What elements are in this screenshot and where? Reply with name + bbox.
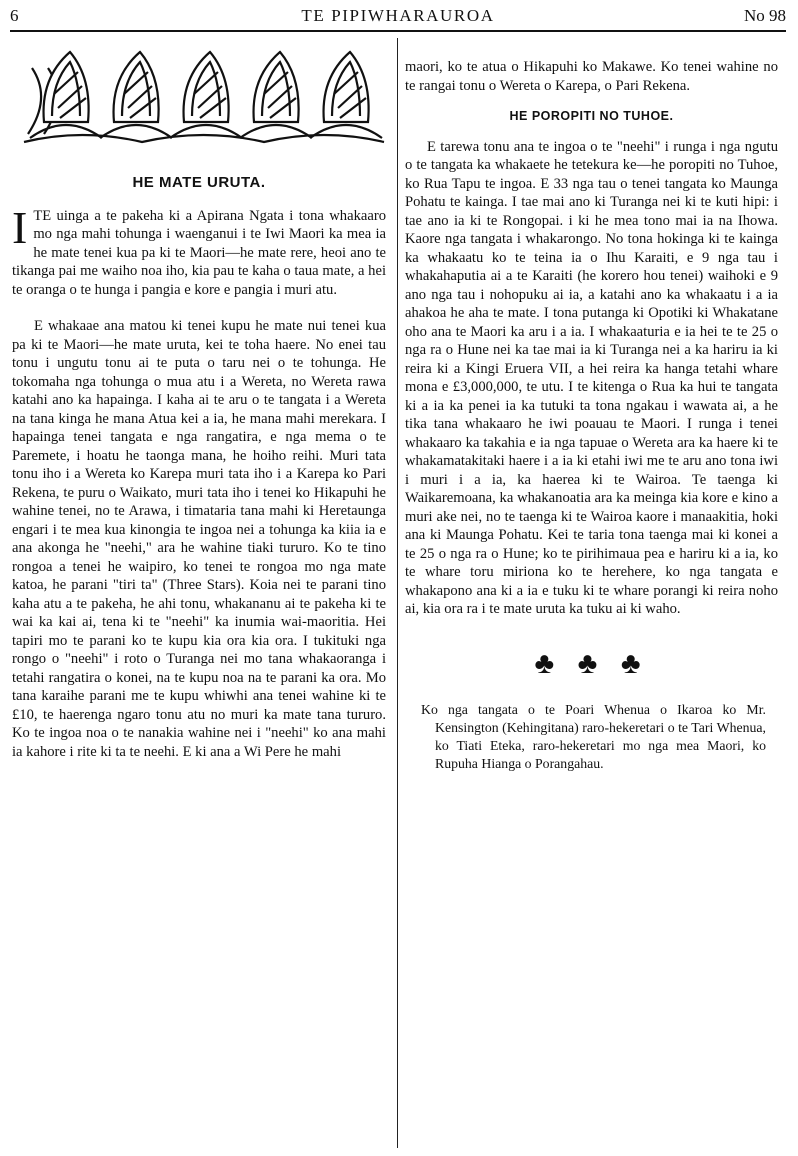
article-heading-he-mate-uruta: HE MATE URUTA.: [132, 174, 266, 191]
article-paragraph-2: E whakaae ana matou ki tenei kupu he mate nui tenei kua pa ki te Maori—he mate uruta, kei te toha haere. No enei tau tonu i ungutu tonu ai te puta o taru nei o te tohunga. He tokomaha nga tohunga o mua atu i a Wereta, no Wereta rawa katahi ano ka hapainga. I kaha ai te aru o te tangata i a Wereta na tana kinga he mana Atua kei a ia, he mana mahi merekara. I hapainga tenei tangata e nga rangatira, e nga mema o te Paremete, i hoatu he taonga mana, he hoiho reihi. Muri tata tonu iho i a Wereta ko Karepa muri tata iho i a Karepa ko Pari Rekena, te puru o Waikato, muri tata iho i tenei ko Hikapuhi he wahine tenei, no te Arawa, i timataria tana mahi ki Heretaunga engari i te mea kua kinongia te ingoa nei a tohunga ka kiia ia e ana akonga he "neehi," ara he wahine tiaki tururo. Ko te tino rongoa a tenei he waipiro, ko tenei te rongoa mo nga mate katoa, he parani "tiri ta" (Three Stars). Koia nei te parani tino kaha atu a te pakeha, he ahi tonu, whakananu ai te pakeha ki te wai ka kai ai, tena ki te "neehi" ka inumia wai-maoritia. Hei tapiri mo te parani ko te kupu kia ora kia ora. I tukituki nga rongo o "neehi" i roto o Turanga nei mo tana whakaoranga i tetahi rangatira o konei, na te kupu noa na te parani ka ora. Mo tana karaihe parani me te kupu whiwhi ana tenei wahine ki te £10, te haerenga ngaro tonu atu no muri ka mate tana tururo. Ko te ingoa noa o te nanakia wahine nei i "neehi" ko ana mahi ia kahore i rite ki ta te neehi. E ki ana a Wi Pere he mahi: [12, 318, 386, 760]
page-number: 6: [10, 6, 19, 25]
poropiti-article-body: E tarewa tonu ana te ingoa o te "neehi" i runga i nga ngutu o te tangata ka whakaete he tetekura ke—he poropiti no Tuhoe, ko Rua Tapu te ingoa. E 33 nga tau o tenei tangata ko Maunga Pohatu te kainga. I tae mai ano ki Turanga nei ki te kuti hipi: i tae ano ia ki te Rongopai. i ki he mea tono mai ia na Ihowa. Kaore nga tangata i whakarongo. No tona hokinga ki te kainga ka whakaatu ko te teina ia o Ihu Karaiti, e 9 nga tau i whakahaputia ai a te Karaiti (he korero hou tenei) waihoki e 9 ano nga tau i nohopuku ai ia, a katahi ano ka whakaatu i a ia ahakoa he aha te mate. I tona putanga ki Opotiki ki Whakatane oho ana te Maori ka aru i a ia. I whakaaturia e ia hei te te 25 o nga ra o Hune nei ka tae mai ia ki Turanga nei a ka hariru ia ki reira ki a Kingi Eruera VII, a hei reira ka hanga tetahi whare mona e £3,000,000, te utu. I te kitenga o Rua ka hui te tangata ki a ia ka penei ia ka tutuki ta tona ngakau i wawata ai, a he tika tana whakaaro he iwi poauau te Maori. I runga i tenei whakaaro ka takahia e ia nga tapuae o Wereta ara ka haere ki te whakamatakitaki haere i a ia ki etahi iwi me te aru ano tona iwi i muri i a ia, ka haerea ki te Wairoa. Te taenga ki Waikaremoana, ka whakanoatia ara ka meinga kia kore e kino a muri ake nei, no te taenga ki te Wairoa kaore i manaakitia, hoki ana ki Maunga Pohatu. Kei te taria tona taenga mai ki konei a te 25 o nga ra o Hune; ko te pirihimaua pea e hariru ki a ia, ko te whare toru miriona ko te herehere, ko nga tangata e whakapono ana ki a ia e tuku ki te whare porangi ki reira noho ai, kia ora ra i te mate uruta ka tuku ai ki waho.: [405, 138, 778, 617]
right-column: [405, 58, 778, 773]
left-column: [12, 38, 386, 761]
continued-paragraph: maori, ko te atua o Hikapuhi ko Makawe. Ko tenei wahine no te rangai tonu o Wereta o Karepa, o Pari Rekena.: [405, 59, 778, 94]
drop-cap: I: [12, 201, 28, 253]
newspaper-title: TE PIPIWHARAUROA: [301, 6, 495, 25]
clubs-ornament-icon: ♣ ♣ ♣: [534, 646, 649, 680]
article-heading-he-poropiti: HE POROPITI NO TUHOE.: [509, 109, 674, 123]
column-divider: [397, 38, 398, 1148]
land-board-notice: Ko nga tangata o te Poari Whenua o Ikaroa ko Mr. Kensington (Kehingitana) raro-hekeretari o te Tari Whenua, ko Tiati Eteka, raro-hekeretari mo nga mea Maori, ko Rupuha Hianga o Porangahau.: [421, 701, 766, 771]
page-header: [10, 4, 786, 32]
floral-ornament-icon: [22, 38, 386, 150]
paragraph-1-text: TE uinga a te pakeha ki a Apirana Ngata i tona whakaaro mo nga mahi tohunga i waenganui i te Iwi Maori ka mea ia he mate tenei kua pa ki te Maori—he mate rere, heoi ano te tikanga pai me waiho noa iho, kia pau te kaha o taua mate, a hei te oranga o te hunga i pangia e kore e pangia i muri atu.: [12, 207, 386, 298]
article-paragraph-1: [12, 201, 386, 300]
issue-number: No 98: [743, 6, 786, 25]
